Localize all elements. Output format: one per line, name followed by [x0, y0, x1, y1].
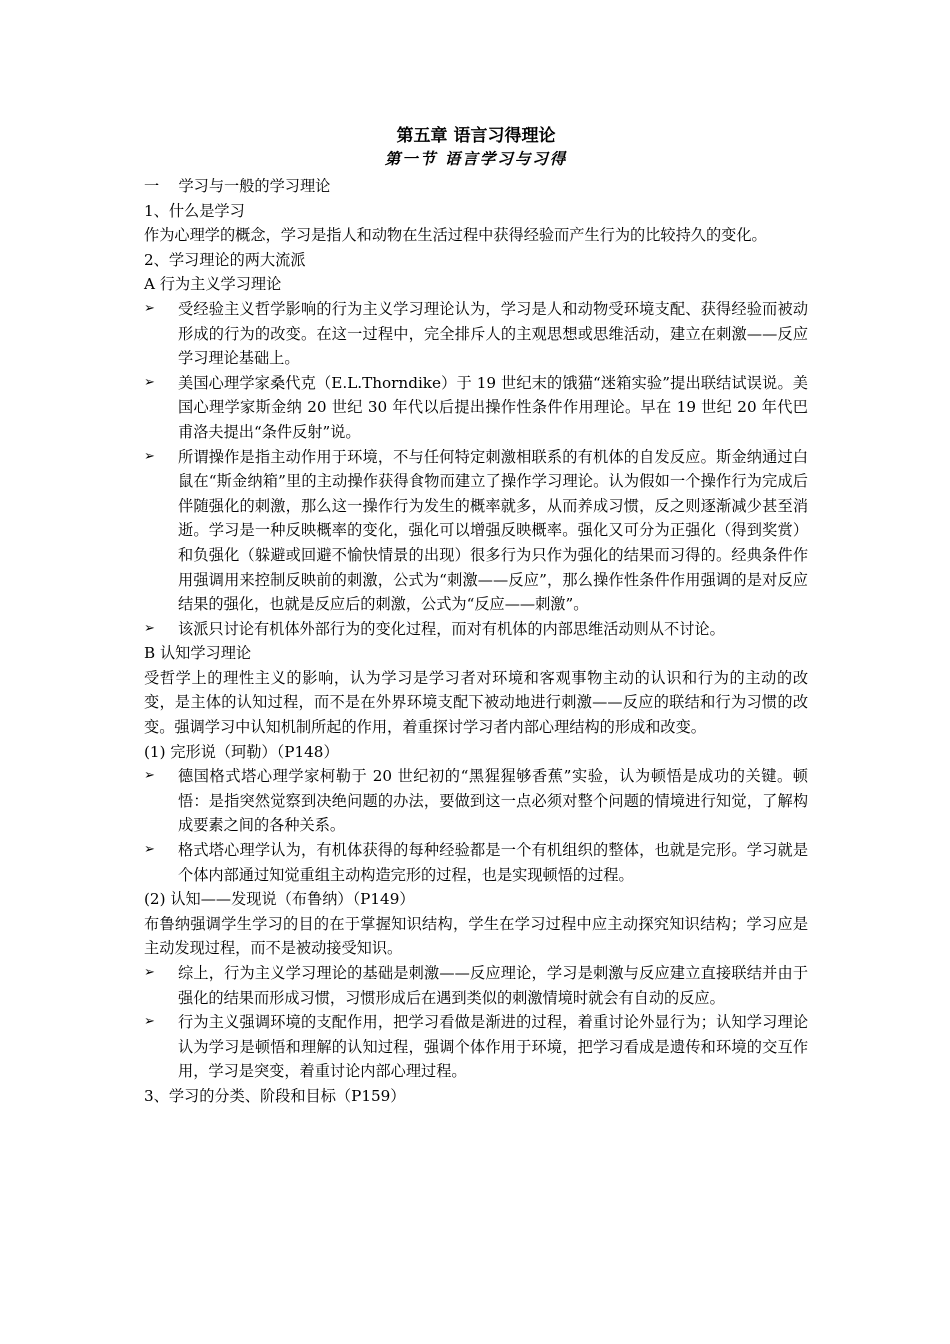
heading-discovery: (2) 认知——发现说（布鲁纳）（P149） — [144, 890, 415, 909]
heading-behaviorism: A 行为主义学习理论 — [144, 275, 282, 294]
bullet-text: 综上，行为主义学习理论的基础是刺激——反应理论，学习是刺激与反应建立直接联结并由于强化的结果而形成习惯，习惯形成后在遇到类似的刺激情境时就会有自动的反应。 — [178, 964, 808, 1007]
heading-two-schools: 2、学习理论的两大流派 — [144, 250, 306, 269]
list-item — [144, 297, 808, 371]
section-title: 第一节 语言学习与习得 — [384, 149, 568, 168]
bullet-text: 格式塔心理学认为，有机体获得的每种经验都是一个有机组织的整体，也就是完形。学习就是个体内部通过知觉重组主动构造完形的过程，也是实现顿悟的过程。 — [178, 841, 808, 884]
arrow-bullet-icon: ➢ — [144, 842, 155, 858]
list-item — [144, 961, 808, 1010]
bullet-text: 所谓操作是指主动作用于环境，不与任何特定刺激相联系的有机体的自发反应。斯金纳通过白鼠在“斯金纳箱”里的主动操作获得食物而建立了操作学习理论。认为假如一个操作行为完成后伴随强化的刺激，那么这一操作行为发生的概率就多，从而养成习惯，反之则逐渐减少甚至消逝。学习是一种反映概率的变化，强化可以增强反映概率。强化又可分为正强化（得到奖赏）和负强化（躲避或回避不愉快情景的出现）很多行为只作为强化的结果而习得的。经典条件作用强调用来控制反映前的刺激，公式为“刺激——反应”，那么操作性条件作用强调的是对反应结果的强化，也就是反应后的刺激，公式为“反应——刺激”。 — [178, 447, 808, 614]
paragraph-cognitive: 受哲学上的理性主义的影响，认为学习是学习者对环境和客观事物主动的认识和行为的主动的改变，是主体的认知过程，而不是在外界环境支配下被动地进行刺激——反应的联结和行为习惯的改变。强调学习中认知机制所起的作用，着重探讨学习者内部心理结构的形成和改变。 — [144, 668, 808, 737]
list-item — [144, 838, 808, 887]
arrow-bullet-icon: ➢ — [144, 300, 155, 316]
gestalt-bullet-list — [144, 764, 808, 887]
list-item — [144, 371, 808, 445]
list-item — [144, 1010, 808, 1084]
bullet-text: 行为主义强调环境的支配作用，把学习看做是渐进的过程，着重讨论外显行为；认知学习理论认为学习是顿悟和理解的认知过程，强调个体作用于环境，把学习看成是遗传和环境的交互作用，学习是突变，着重讨论内部心理过程。 — [178, 1013, 808, 1081]
arrow-bullet-icon: ➢ — [144, 1014, 155, 1030]
summary-bullet-list — [144, 961, 808, 1084]
heading-classification: 3、学习的分类、阶段和目标（P159） — [144, 1086, 406, 1105]
arrow-bullet-icon: ➢ — [144, 448, 155, 464]
heading-gestalt: (1) 完形说（珂勒）（P148） — [144, 742, 339, 761]
arrow-bullet-icon: ➢ — [144, 768, 155, 784]
heading-learning-theory: 一 学习与一般的学习理论 — [144, 177, 331, 195]
list-item — [144, 617, 808, 642]
bullet-text: 受经验主义哲学影响的行为主义学习理论认为，学习是人和动物受环境支配、获得经验而被动形成的行为的改变。在这一过程中，完全排斥人的主观思想或思维活动，建立在刺激——反应学习理论基础上。 — [178, 299, 808, 368]
list-item — [144, 445, 808, 617]
paragraph-definition: 作为心理学的概念，学习是指人和动物在生活过程中获得经验而产生行为的比较持久的变化。 — [144, 226, 767, 245]
heading-what-is-learning: 1、什么是学习 — [144, 201, 245, 220]
arrow-bullet-icon: ➢ — [144, 620, 155, 636]
arrow-bullet-icon: ➢ — [144, 374, 155, 390]
arrow-bullet-icon: ➢ — [144, 965, 155, 980]
list-item — [144, 764, 808, 838]
bullet-text: 美国心理学家桑代克（E.L.Thorndike）于 19 世纪末的饿猫“迷箱实验”提出联结试误说。美国心理学家斯金纳 20 世纪 30 年代以后提出操作性条件作用理论。早在 19 世纪 20 年代巴甫洛夫提出“条件反射”说。 — [178, 373, 808, 441]
bullet-text: 德国格式塔心理学家柯勒于 20 世纪初的“黑猩猩够香蕉”实验，认为顿悟是成功的关键。顿悟：是指突然觉察到决绝问题的办法，要做到这一点必须对整个问题的情境进行知觉，了解构成要素之间的各种关系。 — [178, 767, 808, 835]
heading-cognitive: B 认知学习理论 — [144, 644, 252, 663]
chapter-title: 第五章 语言习得理论 — [396, 126, 556, 146]
document-page — [144, 124, 808, 1109]
paragraph-discovery: 布鲁纳强调学生学习的目的在于掌握知识结构，学生在学习过程中应主动探究知识结构；学习应是主动发现过程，而不是被动接受知识。 — [144, 914, 808, 958]
behaviorism-bullet-list — [144, 297, 808, 641]
bullet-text: 该派只讨论有机体外部行为的变化过程，而对有机体的内部思维活动则从不讨论。 — [178, 619, 725, 638]
